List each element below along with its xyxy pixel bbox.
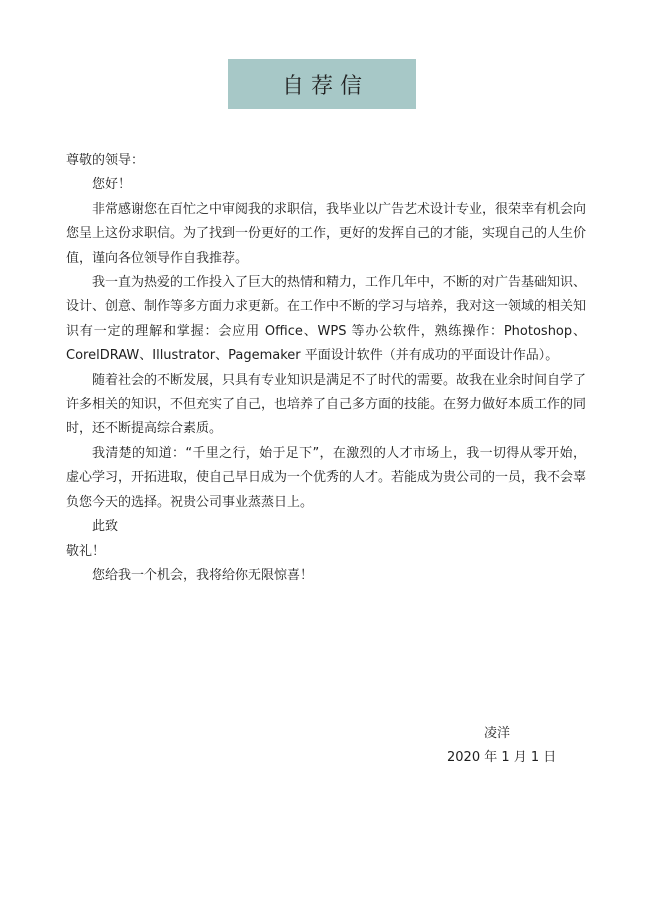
signature-date: 2020 年 1 月 1 日 [447,750,557,765]
closing-ci-zhi: 此致 [92,519,119,535]
paragraph-3: 随着社会的不断发展，只具有专业知识是满足不了时代的需要。故我在业余时间自学了许多相关的知识，不但充实了自己，也培养了自己多方面的技能。在努力做好本质工作的同时，还不断提高综合素质。 [66,372,587,437]
paragraph-1: 非常感谢您在百忙之中审阅我的求职信，我毕业以广告艺术设计专业，很荣幸有机会向您呈上这份求职信。为了找到一份更好的工作，更好的发挥自己的才能，实现自己的人生价值，谨向各位领导作自我推荐。 [66,201,587,266]
paragraph-2: 我一直为热爱的工作投入了巨大的热情和精力，工作几年中，不断的对广告基础知识、设计、创意、制作等多方面力求更新。在工作中不断的学习与培养，我对这一领域的相关知识有一定的理解和掌握：会应用 Office、WPS 等办公软件，熟练操作：Photoshop、CorelDRAW、Illustrator、Pagemaker 平面设计软件（并有成功的平面设计作品）。 [66,275,587,364]
page-title: 自荐信 [281,73,369,99]
title-banner [228,59,416,109]
closing-jing-li: 敬礼！ [66,543,106,559]
signature-name: 凌洋 [484,726,511,741]
letter-body [66,149,586,588]
greeting: 您好！ [92,177,132,193]
paragraph-4: 我清楚的知道：“千里之行，始于足下”，在激烈的人才市场上，我一切得从零开始，虚心学习，开拓进取，使自己早日成为一个优秀的人才。若能成为贵公司的一员，我不会辜负您今天的选择。祝贵公司事业蒸蒸日上。 [66,445,587,510]
salutation: 尊敬的领导： [66,153,145,168]
final-line: 您给我一个机会，我将给你无限惊喜！ [92,567,314,583]
